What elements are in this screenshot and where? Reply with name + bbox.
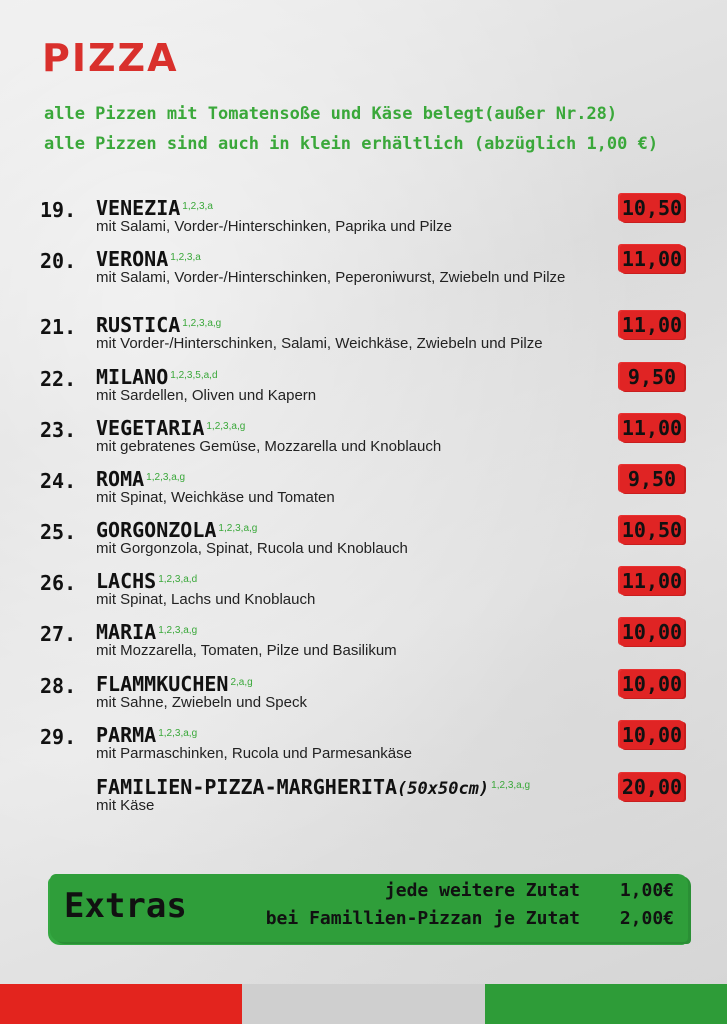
item-number: 19. (40, 198, 77, 222)
flag-green-stripe (485, 984, 727, 1024)
extras-title: Extras (64, 886, 187, 926)
allergen-codes: 1,2,3,a,g (158, 624, 198, 636)
allergen-codes: 1,2,3,a,g (146, 471, 186, 483)
item-number: 28. (40, 674, 77, 698)
item-number: 20. (40, 249, 77, 273)
item-description: mit Käse (96, 797, 155, 814)
price-badge: 11,00 (621, 247, 683, 271)
subtitle-small-size: alle Pizzen sind auch in klein erhältlich (abzüglich 1,00 €) (44, 134, 659, 154)
item-number: 25. (40, 520, 77, 544)
item-name: ROMA (96, 467, 145, 491)
item-name: LACHS (96, 569, 157, 593)
price-badge: 10,00 (621, 672, 683, 696)
item-description: mit Sahne, Zwiebeln und Speck (96, 694, 307, 711)
price-badge: 11,00 (621, 569, 683, 593)
allergen-codes: 1,2,3,a,g (206, 420, 246, 432)
extras-row-each-topping (385, 880, 674, 901)
item-description: mit Spinat, Weichkäse und Tomaten (96, 489, 335, 506)
item-description: mit Salami, Vorder-/Hinterschinken, Peperoniwurst, Zwiebeln und Pilze (96, 269, 566, 286)
allergen-codes: 1,2,3,a,g (218, 522, 258, 534)
extras-row-label: jede weitere Zutat (384, 880, 580, 901)
allergen-codes: 1,2,3,a (182, 200, 213, 212)
item-size: (50x50cm) (397, 779, 490, 799)
item-name: FLAMMKUCHEN (96, 672, 229, 696)
allergen-codes: 1,2,3,a (170, 251, 201, 263)
item-number: 27. (40, 622, 77, 646)
allergen-codes: 1,2,3,a,d (158, 573, 198, 585)
item-name: PARMA (96, 723, 157, 747)
flag-white-stripe (242, 984, 484, 1024)
price-badge: 11,00 (621, 313, 683, 337)
price-badge: 9,50 (620, 363, 684, 391)
item-name: GORGONZOLA (96, 518, 217, 542)
item-description: mit Spinat, Lachs und Knoblauch (96, 591, 316, 608)
page-title: PIZZA (42, 36, 179, 80)
allergen-codes: 1,2,3,a,g (182, 317, 222, 329)
item-name: VEGETARIA (96, 416, 205, 440)
price-badge: 10,00 (621, 620, 683, 644)
item-description: mit Mozzarella, Tomaten, Pilze und Basilikum (96, 642, 397, 659)
item-name: VENEZIA (96, 196, 181, 220)
extras-row-price: 2,00€ (619, 908, 674, 929)
subtitle-toppings: alle Pizzen mit Tomatensoße und Käse belegt(außer Nr.28) (44, 104, 618, 124)
item-number: 23. (40, 418, 77, 442)
item-name: FAMILIEN-PIZZA-MARGHERITA (96, 775, 398, 799)
allergen-codes: 1,2,3,a,g (491, 779, 531, 791)
item-description: mit Salami, Vorder-/Hinterschinken, Paprika und Pilze (96, 218, 452, 235)
item-number: 22. (40, 367, 77, 391)
extras-row-price: 1,00€ (619, 880, 674, 901)
item-number: 21. (40, 315, 77, 339)
price-badge: 20,00 (621, 775, 683, 799)
item-number: 26. (40, 571, 77, 595)
flag-red-stripe (0, 984, 242, 1024)
item-name: RUSTICA (96, 313, 181, 337)
item-name: MARIA (96, 620, 157, 644)
allergen-codes: 2,a,g (230, 676, 253, 688)
item-description: mit gebratenes Gemüse, Mozzarella und Knoblauch (96, 438, 442, 455)
price-badge: 10,50 (621, 196, 683, 220)
allergen-codes: 1,2,3,5,a,d (170, 369, 218, 381)
item-number: 29. (40, 725, 77, 749)
item-number: 24. (40, 469, 77, 493)
extras-row-label: bei Famillien-Pizzan je Zutat (265, 908, 580, 929)
flag-footer (0, 984, 727, 1024)
item-description: mit Parmaschinken, Rucola und Parmesankäse (96, 745, 412, 762)
allergen-codes: 1,2,3,a,g (158, 727, 198, 739)
price-badge: 9,50 (620, 465, 684, 493)
item-name: VERONA (96, 247, 169, 271)
extras-row-family-topping (266, 908, 674, 929)
price-badge: 11,00 (621, 416, 683, 440)
item-description: mit Gorgonzola, Spinat, Rucola und Knoblauch (96, 540, 408, 557)
price-badge: 10,00 (621, 723, 683, 747)
price-badge: 10,50 (621, 518, 683, 542)
extras-banner (50, 874, 688, 942)
item-name: MILANO (96, 365, 169, 389)
item-description: mit Sardellen, Oliven und Kapern (96, 387, 317, 404)
item-description: mit Vorder-/Hinterschinken, Salami, Weichkäse, Zwiebeln und Pilze (96, 335, 543, 352)
